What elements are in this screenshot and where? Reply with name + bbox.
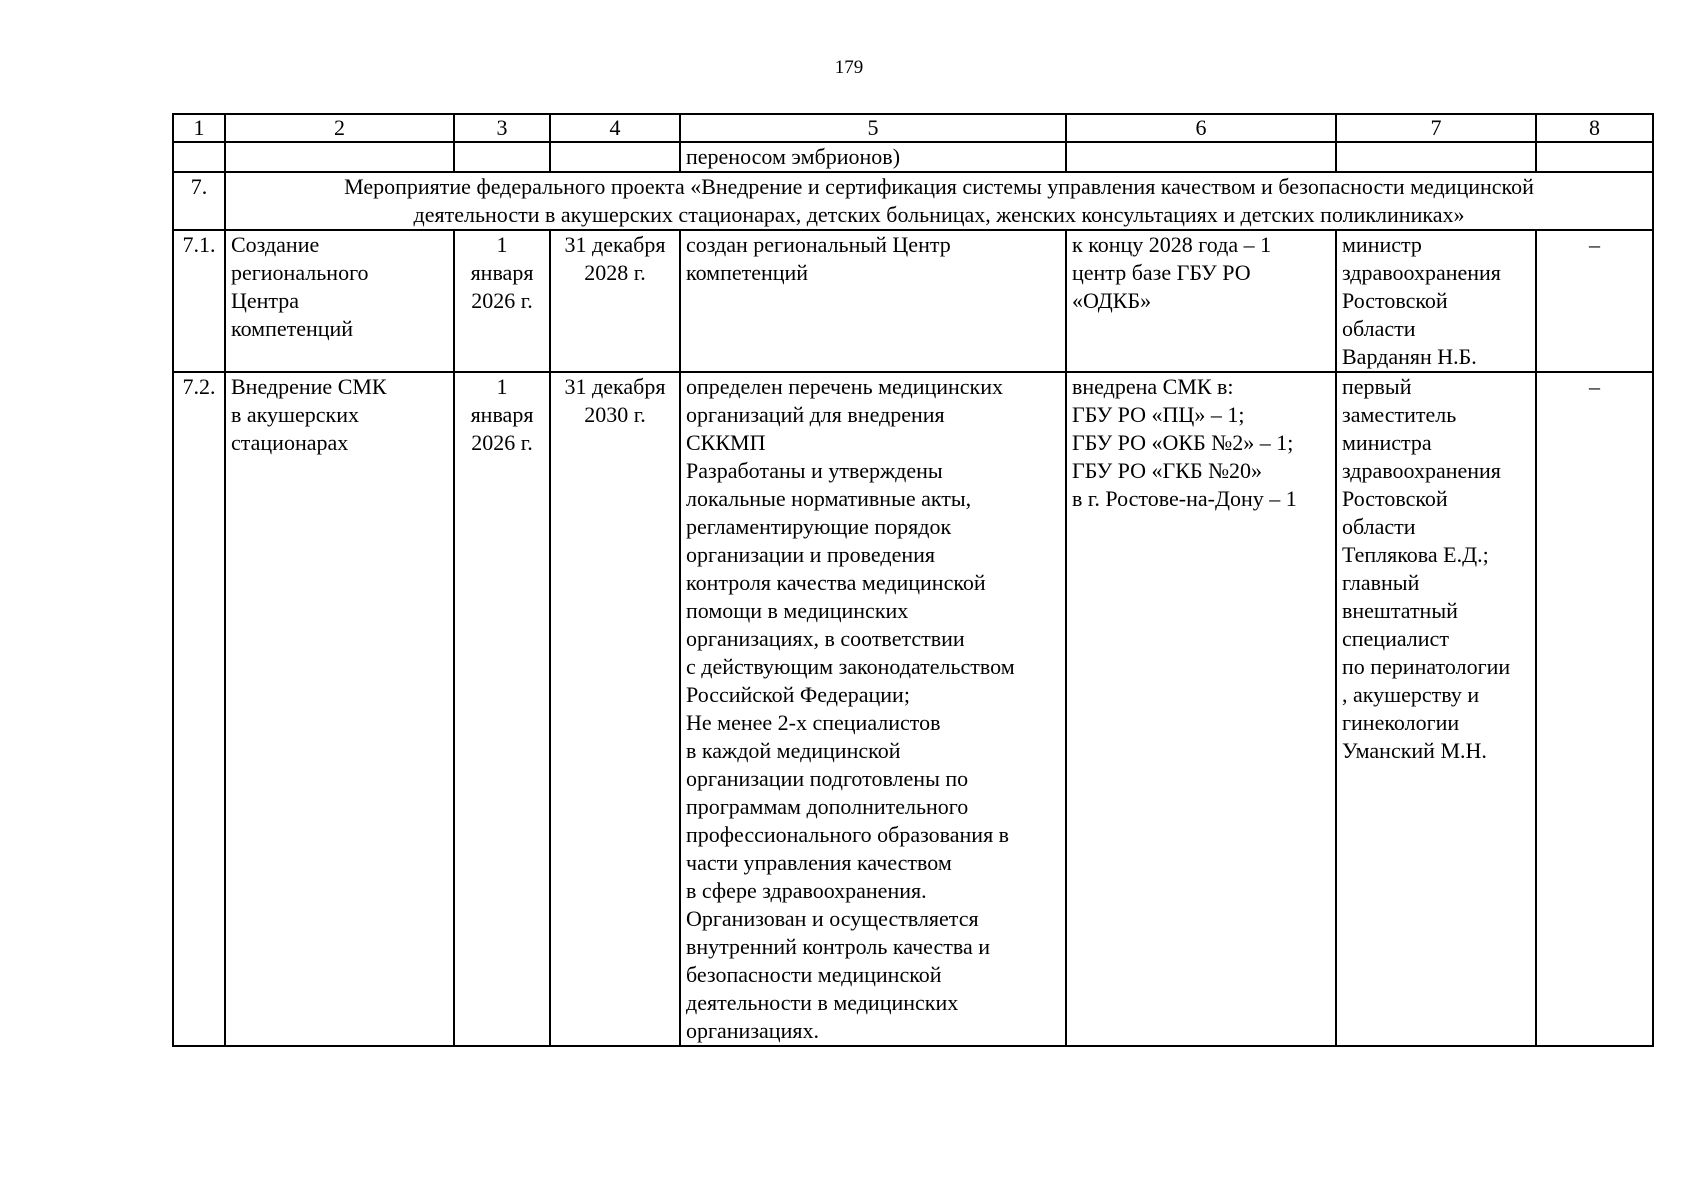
- cell-line: , акушерству и: [1342, 682, 1480, 707]
- cell-line: Не менее 2-х специалистов: [686, 710, 941, 735]
- column-header: 7: [1336, 114, 1536, 142]
- column-header: 1: [173, 114, 225, 142]
- cell-line: 1: [496, 232, 508, 257]
- cell-line: в каждой медицинской: [686, 738, 901, 763]
- cell-line: в г. Ростове-на-Дону – 1: [1072, 486, 1297, 511]
- result-cell: [680, 230, 1066, 372]
- cell-line: 31 декабря: [564, 374, 666, 399]
- cell-line: организациях, в соответствии: [686, 626, 965, 651]
- column-header-row: [173, 114, 1653, 142]
- cell-line: ГБУ РО «ГКБ №20»: [1072, 458, 1263, 483]
- row-number: 7.2.: [173, 372, 225, 1046]
- table-row: [173, 372, 1653, 1046]
- cell-line: января: [470, 402, 534, 427]
- section-number: 7.: [173, 172, 225, 230]
- cell-line: Организован и осуществляется: [686, 906, 979, 931]
- cell-line: ГБУ РО «ОКБ №2» – 1;: [1072, 430, 1294, 455]
- cell-line: гинекологии: [1342, 710, 1460, 735]
- cell-line: локальные нормативные акты,: [686, 486, 972, 511]
- cell-line: министра: [1342, 430, 1432, 455]
- result-cell: [680, 372, 1066, 1046]
- cell-line: 2030 г.: [584, 402, 646, 427]
- column-header: 4: [550, 114, 680, 142]
- column-header: 8: [1536, 114, 1653, 142]
- cell-line: организации и проведения: [686, 542, 936, 567]
- plan-table: [172, 113, 1654, 1047]
- cell-line: с действующим законодательством: [686, 654, 1015, 679]
- cell-line: помощи в медицинских: [686, 598, 909, 623]
- cell-line: Российской Федерации;: [686, 682, 910, 707]
- end-date-cell: [550, 230, 680, 372]
- cell-line: внутренний контроль качества и: [686, 934, 990, 959]
- table-cell: [1066, 142, 1336, 172]
- indicator-cell: [1066, 230, 1336, 372]
- table-cell: [1536, 142, 1653, 172]
- cell-line: 2028 г.: [584, 260, 646, 285]
- cell-line: центр базе ГБУ РО: [1072, 260, 1251, 285]
- cell-line: организациях.: [686, 1018, 819, 1043]
- start-date-cell: [454, 230, 550, 372]
- cell-line: заместитель: [1342, 402, 1457, 427]
- cell-line: определен перечень медицинских: [686, 374, 1004, 399]
- column-header: 2: [225, 114, 454, 142]
- cell-line: Разработаны и утверждены: [686, 458, 943, 483]
- cell-line: области: [1342, 514, 1416, 539]
- cell-line: 2026 г.: [471, 288, 533, 313]
- cell-line: первый: [1342, 374, 1412, 399]
- table-cell: [550, 142, 680, 172]
- column-header: 3: [454, 114, 550, 142]
- cell-line: регламентирующие порядок: [686, 514, 952, 539]
- cell-line: СККМП: [686, 430, 766, 455]
- cell-line: специалист: [1342, 626, 1449, 651]
- cell-line: области: [1342, 316, 1416, 341]
- column-header: 6: [1066, 114, 1336, 142]
- cell-line: организации подготовлены по: [686, 766, 969, 791]
- activity-name-cell: [225, 230, 454, 372]
- cell-line: Варданян Н.Б.: [1342, 344, 1477, 369]
- cell-line: контроля качества медицинской: [686, 570, 986, 595]
- cell-line: Центра: [231, 288, 300, 313]
- cell-line: компетенций: [231, 316, 354, 341]
- start-date-cell: [454, 372, 550, 1046]
- table-cell: [454, 142, 550, 172]
- cell-line: министр: [1342, 232, 1422, 257]
- cell-line: здравоохранения: [1342, 458, 1501, 483]
- cell-line: безопасности медицинской: [686, 962, 942, 987]
- activity-name-cell: [225, 372, 454, 1046]
- table-cell: [225, 142, 454, 172]
- cell-line: Внедрение СМК: [231, 374, 387, 399]
- table-row: [173, 230, 1653, 372]
- cell-line: в акушерских: [231, 402, 359, 427]
- cell-line: Теплякова Е.Д.;: [1342, 542, 1489, 567]
- cell-line: Ростовской: [1342, 288, 1448, 313]
- row-number: 7.1.: [173, 230, 225, 372]
- column-8-cell: –: [1536, 372, 1653, 1046]
- cell-line: 2026 г.: [471, 430, 533, 455]
- indicator-cell: [1066, 372, 1336, 1046]
- cell-line: к концу 2028 года – 1: [1072, 232, 1272, 257]
- cell-line: ГБУ РО «ПЦ» – 1;: [1072, 402, 1245, 427]
- responsible-cell: [1336, 230, 1536, 372]
- end-date-cell: [550, 372, 680, 1046]
- cell-line: Создание: [231, 232, 320, 257]
- cell-line: 31 декабря: [564, 232, 666, 257]
- cell-line: профессионального образования в: [686, 822, 1010, 847]
- cell-line: компетенций: [686, 260, 809, 285]
- continuation-row: [173, 142, 1653, 172]
- cell-line: 1: [496, 374, 508, 399]
- cell-line: главный: [1342, 570, 1420, 595]
- column-8-cell: –: [1536, 230, 1653, 372]
- cell-line: внедрена СМК в:: [1072, 374, 1234, 399]
- cell-line: организаций для внедрения: [686, 402, 945, 427]
- table-cell: [173, 142, 225, 172]
- section-title: [225, 172, 1653, 230]
- cell-line: стационарах: [231, 430, 349, 455]
- cell-line: в сфере здравоохранения.: [686, 878, 927, 903]
- section-title-line: деятельности в акушерских стационарах, детских больницах, женских консультациях и детских поликлиниках»: [413, 202, 1465, 227]
- cell-line: Ростовской: [1342, 486, 1448, 511]
- cell-line: программам дополнительного: [686, 794, 969, 819]
- cell-line: января: [470, 260, 534, 285]
- section-title-line: Мероприятие федерального проекта «Внедрение и сертификация системы управления качеством и безопасности медицинской: [344, 174, 1534, 199]
- cell-line: Уманский М.Н.: [1342, 738, 1487, 763]
- cell-line: деятельности в медицинских: [686, 990, 959, 1015]
- cell-line: «ОДКБ»: [1072, 288, 1152, 313]
- cell-line: внештатный: [1342, 598, 1458, 623]
- column-header: 5: [680, 114, 1066, 142]
- cell-line: по перинатологии: [1342, 654, 1511, 679]
- continuation-result-cell: переносом эмбрионов): [680, 142, 1066, 172]
- table-cell: [1336, 142, 1536, 172]
- cell-line: части управления качеством: [686, 850, 952, 875]
- responsible-cell: [1336, 372, 1536, 1046]
- cell-line: регионального: [231, 260, 369, 285]
- cell-line: создан региональный Центр: [686, 232, 951, 257]
- cell-line: здравоохранения: [1342, 260, 1501, 285]
- section-row: [173, 172, 1653, 230]
- page-number: 179: [834, 57, 864, 78]
